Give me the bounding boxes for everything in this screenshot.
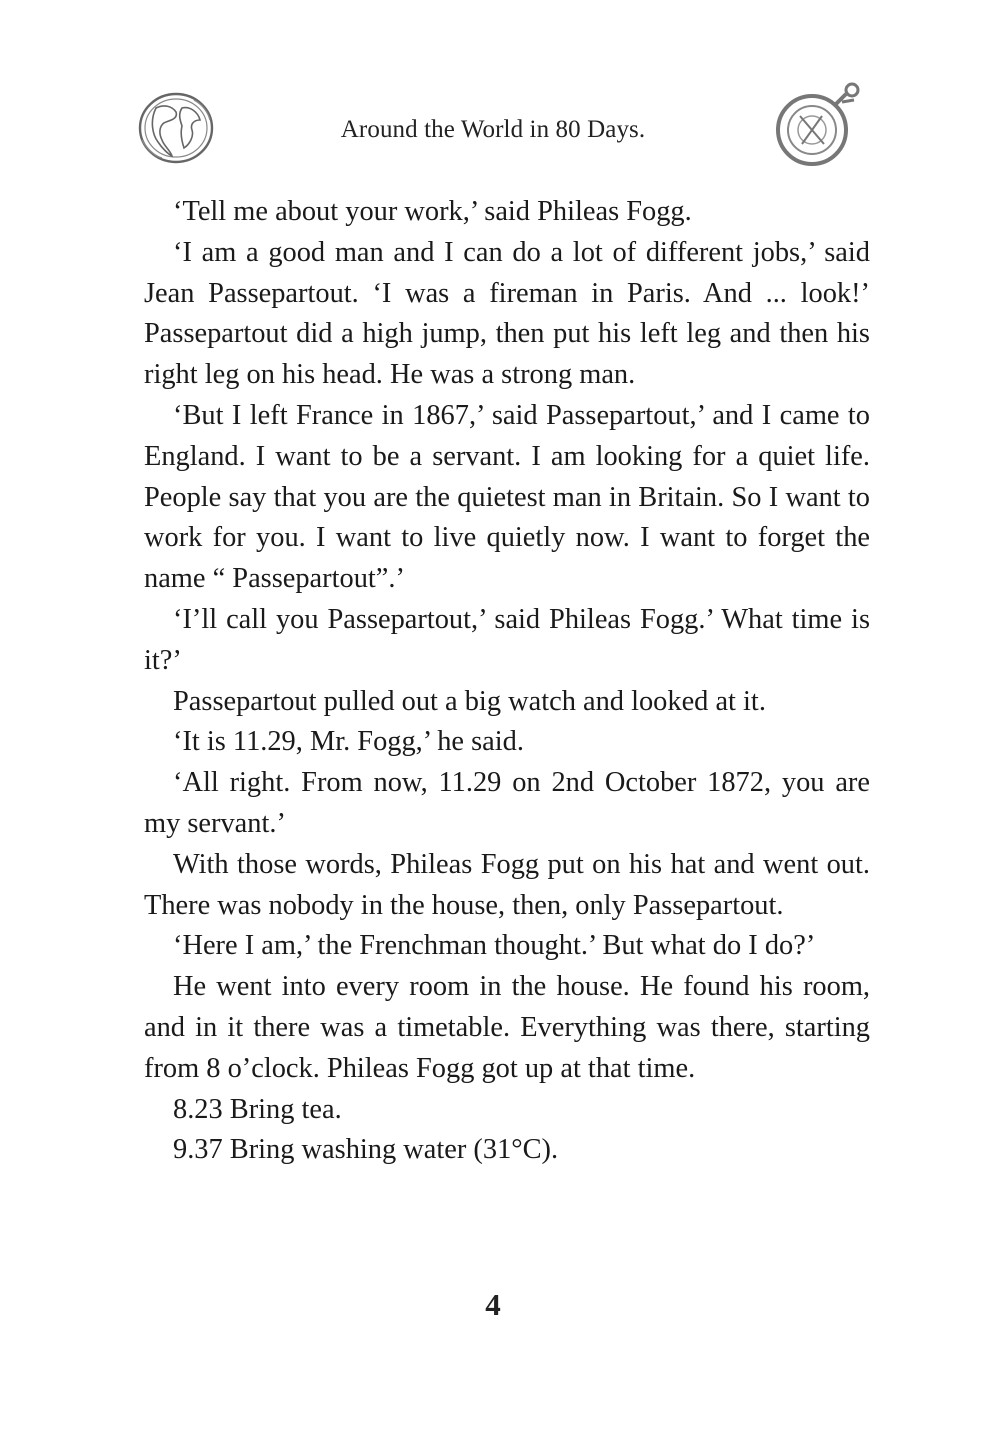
paragraph: ‘But I left France in 1867,’ said Passepartout,’ and I came to England. I want to be a servant. I am looking for a quiet life. People say that you are the quietest man in Britain. So I want to work for you. I want to live quietly now. I want to forget the name “ Passepartout”.’ xyxy=(144,399,870,595)
running-title: Around the World in 80 Days. xyxy=(340,116,646,143)
paragraph: Passepartout pulled out a big watch and looked at it. xyxy=(173,685,766,717)
paragraph: ‘It is 11.29, Mr. Fogg,’ he said. xyxy=(173,726,524,758)
paragraph: ‘All right. From now, 11.29 on 2nd October 1872, you are my servant.’ xyxy=(144,767,870,839)
paragraph: ‘Tell me about your work,’ said Phileas Fogg. xyxy=(173,196,692,227)
page-text xyxy=(144,192,870,1171)
paragraph: ‘I am a good man and I can do a lot of different jobs,’ said Jean Passepartout. ‘I was a fireman in Paris. And ... look!’ Passepartout did a high jump, then put his left leg and then his right leg on his head. He was a strong man. xyxy=(144,236,870,391)
paragraph: 9.37 Bring washing water (31°C). xyxy=(173,1134,559,1166)
page-header xyxy=(0,80,986,180)
page-number: 4 xyxy=(485,1287,501,1322)
paragraph: ‘Here I am,’ the Frenchman thought.’ But what do I do?’ xyxy=(173,930,816,962)
paragraph: 8.23 Bring tea. xyxy=(173,1093,342,1125)
pocket-watch-icon xyxy=(770,82,870,168)
paragraph: ‘I’ll call you Passepartout,’ said Phileas Fogg.’ What time is it?’ xyxy=(144,603,870,676)
paragraph: He went into every room in the house. He found his room, and in it there was a timetable. Everything was there, starting from 8 o’clock. Phileas Fogg got up at that time. xyxy=(144,971,870,1084)
paragraph: With those words, Phileas Fogg put on his hat and went out. There was nobody in the house, then, only Passepartout. xyxy=(144,848,870,921)
